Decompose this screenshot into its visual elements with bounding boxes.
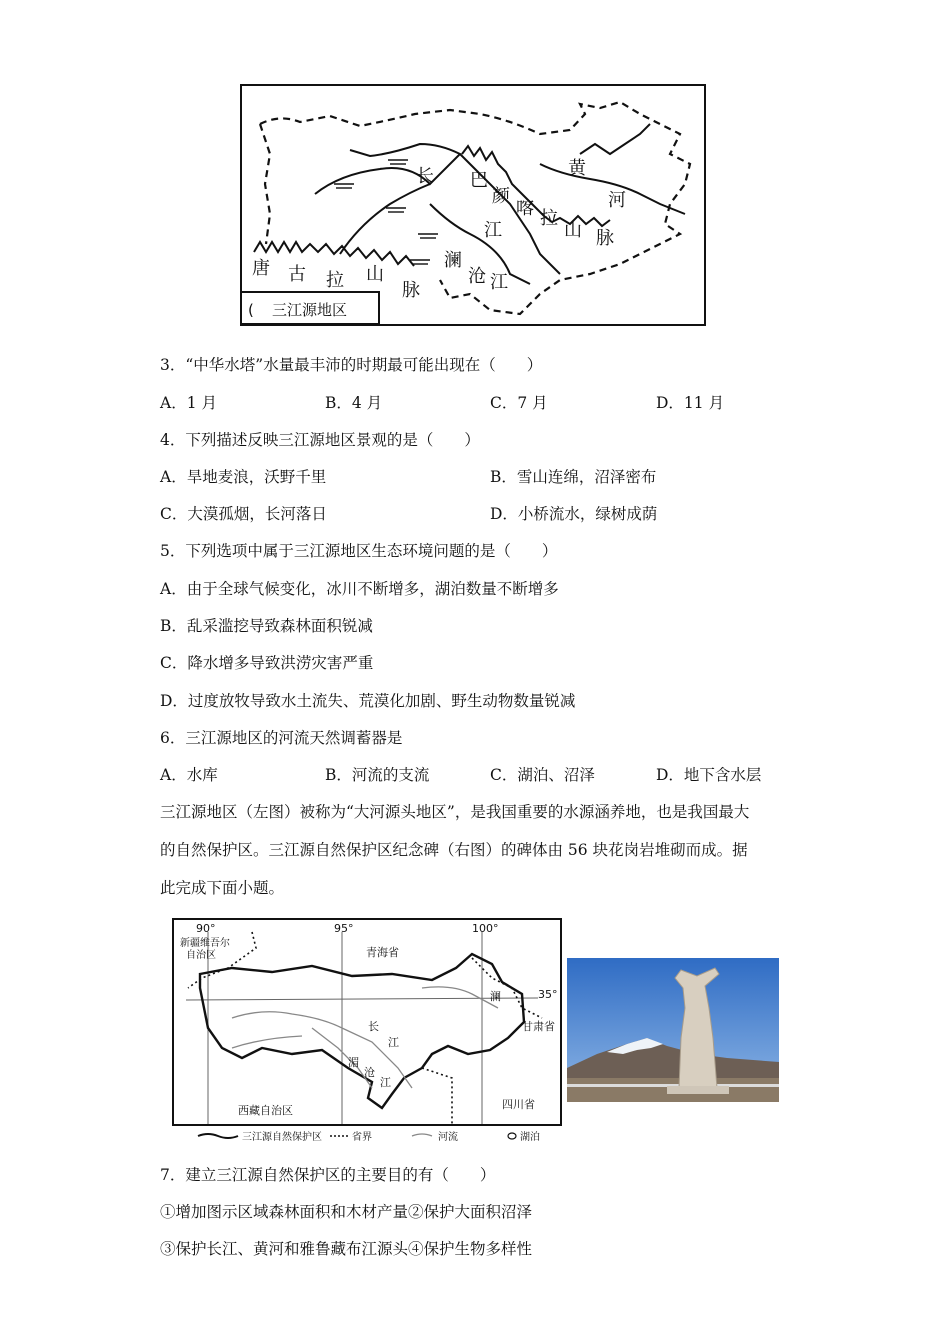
q4-option-d: D．小桥流水，绿树成荫: [490, 505, 658, 523]
q7-stem: 7．建立三江源自然保护区的主要目的有（ ）: [160, 1166, 496, 1184]
region-qinghai: 青海省: [366, 946, 399, 959]
q7-line-1: ①增加图示区域森林面积和木材产量②保护大面积沼泽: [160, 1203, 533, 1221]
region-xinjiang: 新疆维吾尔: [180, 938, 230, 949]
legend-lake-symbol: [508, 1133, 516, 1139]
label-ka: 喀: [516, 198, 534, 219]
lon-95: 95°: [334, 922, 354, 935]
lon-100: 100°: [472, 922, 499, 935]
label-la2: 拉: [540, 208, 558, 229]
label-shan2: 山: [564, 220, 582, 241]
river-label-chang: 长: [368, 1020, 379, 1033]
region-xizang: 西藏自治区: [238, 1104, 293, 1117]
q3-option-c: C．7 月: [490, 394, 548, 412]
intro-line-2: 的自然保护区。三江源自然保护区纪念碑（右图）的碑体由 56 块花岗岩堆砌而成。据: [160, 841, 748, 859]
label-ba: 巴: [470, 170, 488, 191]
intro-line-3: 此完成下面小题。: [160, 879, 285, 897]
label-jiang: 江: [484, 220, 502, 241]
q5-option-d: D．过度放牧导致水土流失、荒漠化加剧、野生动物数量锐减: [160, 692, 576, 710]
region-sichuan: 四川省: [502, 1098, 535, 1111]
legend-river-symbol: [412, 1134, 432, 1136]
label-huang: 黄: [568, 158, 586, 179]
q5-option-c: C．降水增多导致洪涝灾害严重: [160, 654, 374, 672]
label-jiang2: 江: [490, 272, 508, 293]
sketch-map-svg: [240, 84, 706, 326]
river-label-cang: 沧: [364, 1066, 375, 1079]
river-label-mei: 湄: [348, 1056, 359, 1069]
q3-stem: 3．“中华水塔”水量最丰沛的时期最可能出现在（ ）: [160, 356, 543, 374]
legend-reserve-symbol: [198, 1134, 238, 1138]
label-mai: 脉: [402, 280, 420, 301]
region-gansu: 甘肃省: [522, 1020, 555, 1033]
q6-option-d: D．地下含水层: [656, 766, 762, 784]
legend-river: 河流: [438, 1132, 458, 1143]
river-label-jiang2: 江: [380, 1076, 391, 1089]
q4-stem: 4．下列描述反映三江源地区景观的是（ ）: [160, 431, 480, 449]
q4-option-b: B．雪山连绵，沼泽密布: [490, 468, 657, 486]
river-label-lan: 澜: [490, 990, 501, 1003]
label-chang: 长: [416, 166, 434, 187]
label-lan: 澜: [444, 250, 462, 271]
lat-35: 35°: [538, 988, 558, 1001]
legend-label: 三江源地区: [272, 301, 348, 319]
q7-line-2: ③保护长江、黄河和雅鲁藏布江源头④保护生物多样性: [160, 1240, 533, 1258]
label-he: 河: [608, 190, 626, 211]
q6-option-a: A．水库: [160, 766, 218, 784]
label-tang: 唐: [252, 258, 270, 279]
label-shan: 山: [366, 264, 384, 285]
figure-sanjiangyuan-sketch-map: [240, 84, 706, 326]
monument-photo: [567, 958, 779, 1102]
q3-option-b: B．4 月: [325, 394, 383, 412]
label-mai2: 脉: [596, 228, 614, 249]
legend-symbol: (: [248, 301, 254, 319]
legend-reserve: 三江源自然保护区: [242, 1132, 322, 1143]
label-gu: 古: [288, 264, 306, 285]
q5-option-a: A．由于全球气候变化，冰川不断增多，湖泊数量不断增多: [160, 580, 559, 598]
lon-90: 90°: [196, 922, 216, 935]
q3-option-d: D．11 月: [656, 394, 725, 412]
river-label-jiang: 江: [388, 1036, 399, 1049]
region-xinjiang-2: 自治区: [186, 950, 216, 961]
legend-border: 省界: [352, 1132, 372, 1143]
label-yan: 颜: [492, 186, 510, 207]
reserve-map-svg: [172, 918, 564, 1144]
q6-stem: 6．三江源地区的河流天然调蓄器是: [160, 729, 403, 747]
q4-option-a: A．旱地麦浪，沃野千里: [160, 468, 327, 486]
q6-option-c: C．湖泊、沼泽: [490, 766, 595, 784]
legend-lake: 湖泊: [520, 1132, 540, 1143]
figure-reserve-map: [172, 918, 564, 1144]
q5-stem: 5．下列选项中属于三江源地区生态环境问题的是（ ）: [160, 542, 558, 560]
label-la: 拉: [326, 270, 344, 291]
label-cang: 沧: [468, 266, 486, 287]
q4-option-c: C．大漠孤烟，长河落日: [160, 505, 327, 523]
q5-option-b: B．乱采滥挖导致森林面积锐减: [160, 617, 373, 635]
monument-base: [667, 1086, 729, 1094]
monument-photo-svg: [567, 958, 779, 1102]
q3-option-a: A．1 月: [160, 394, 217, 412]
q6-option-b: B．河流的支流: [325, 766, 430, 784]
intro-line-1: 三江源地区（左图）被称为“大河源头地区”，是我国重要的水源涵养地，也是我国最大: [160, 803, 750, 821]
